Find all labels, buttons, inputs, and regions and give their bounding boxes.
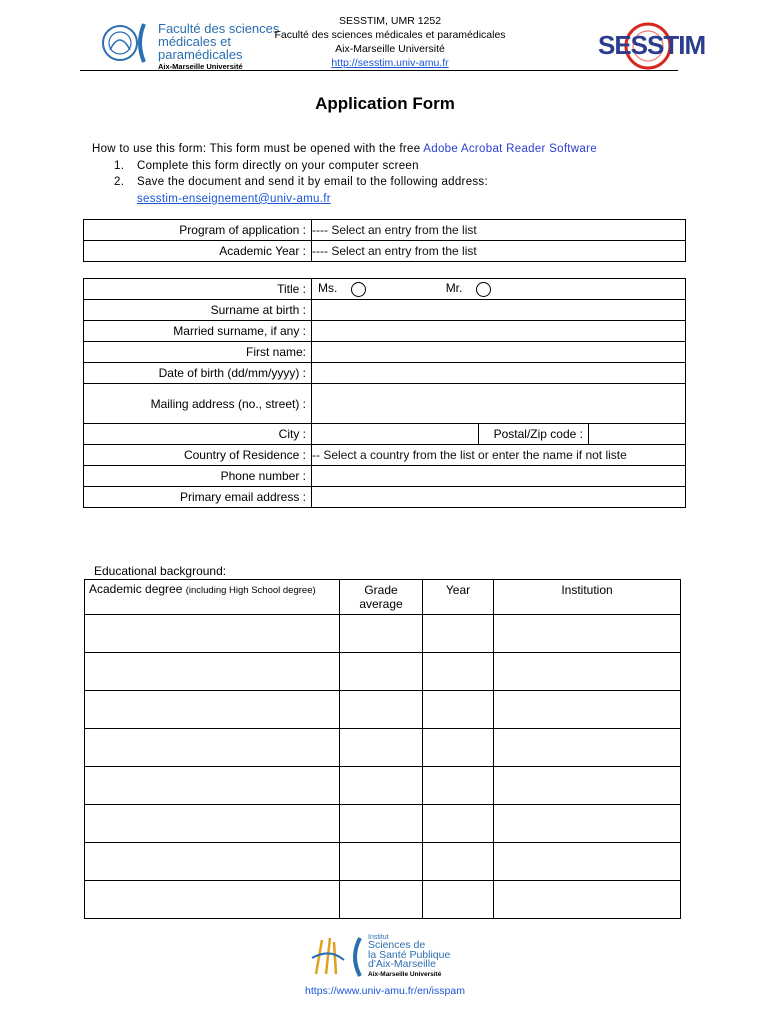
isspam-logo-line3: la Santé Publique [368,948,451,961]
step-2-text: Save the document and send it by email to the following address: [137,176,488,188]
col-header-year: Year [423,580,494,615]
instructions [92,141,597,207]
isspam-logo-line4: d'Aix-Marseille [368,958,436,970]
instructions-intro-text: How to use this form: This form must be opened with the free [92,143,424,155]
education-institution-cell[interactable] [494,691,681,729]
col-header-grade [340,580,423,615]
faculty-name: Faculté des sciences médicales et paramédicales [274,29,506,41]
program-table [83,219,686,262]
education-row [85,843,681,881]
faculty-emblem-icon [98,20,154,66]
education-year-cell[interactable] [423,843,494,881]
education-degree-cell[interactable] [85,729,340,767]
education-grade-cell[interactable] [340,653,423,691]
step-1-text: Complete this form directly on your computer screen [137,159,419,172]
education-degree-cell[interactable] [85,881,340,919]
education-year-cell[interactable] [423,729,494,767]
postal-code-input[interactable] [589,424,686,445]
country-select[interactable]: -- Select a country from the list or enter the name if not liste [312,445,686,466]
col-grade-line2: average [359,597,403,611]
header-text [250,14,530,70]
education-grade-cell[interactable] [340,615,423,653]
education-rows [85,615,681,919]
isspam-emblem-icon [308,934,366,980]
mailing-address-input[interactable] [312,384,686,424]
education-grade-cell[interactable] [340,729,423,767]
surname-label: Surname at birth : [84,300,312,321]
program-label: Program of application : [84,220,312,241]
education-row [85,691,681,729]
married-surname-input[interactable] [312,321,686,342]
education-table [84,579,681,919]
instructions-intro [92,141,597,158]
email-label: Primary email address : [84,487,312,508]
faculty-logo-line1: Faculté des sciences [158,21,280,36]
university-name: Aix-Marseille Université [335,43,445,55]
first-name-label: First name: [84,342,312,363]
isspam-logo-line5: Aix-Marseille Université [368,970,442,978]
mr-radio[interactable] [476,282,491,297]
ms-radio[interactable] [351,282,366,297]
isspam-logo [308,934,468,980]
sesstim-logo [596,20,706,70]
title-label: Title : [84,279,312,300]
country-label: Country of Residence : [84,445,312,466]
education-degree-cell[interactable] [85,653,340,691]
city-label: City : [84,424,312,445]
education-row [85,881,681,919]
col-degree-label: Academic degree [89,582,183,596]
education-year-cell[interactable] [423,881,494,919]
phone-label: Phone number : [84,466,312,487]
col-header-degree [85,580,340,615]
sesstim-logo-text: SESSTIM [598,30,706,60]
education-institution-cell[interactable] [494,729,681,767]
education-year-cell[interactable] [423,805,494,843]
education-grade-cell[interactable] [340,805,423,843]
header-divider [80,70,678,71]
faculty-logo-line3: Aix-Marseille Université [158,62,243,71]
header-url-link[interactable]: http://sesstim.univ-amu.fr [331,57,449,69]
academic-year-label: Academic Year : [84,241,312,262]
isspam-logo-line2: Sciences de [368,939,426,951]
education-year-cell[interactable] [423,653,494,691]
page-title: Application Form [315,94,455,113]
dob-label: Date of birth (dd/mm/yyyy) : [84,363,312,384]
education-institution-cell[interactable] [494,805,681,843]
education-grade-cell[interactable] [340,881,423,919]
education-institution-cell[interactable] [494,843,681,881]
education-institution-cell[interactable] [494,615,681,653]
education-year-cell[interactable] [423,767,494,805]
instruction-step-1 [92,158,597,175]
col-degree-note: (including High School degree) [185,585,316,596]
phone-input[interactable] [312,466,686,487]
education-degree-cell[interactable] [85,691,340,729]
instruction-step-2 [92,174,597,191]
identity-table [83,278,686,508]
col-header-institution: Institution [494,580,681,615]
education-grade-cell[interactable] [340,843,423,881]
email-input[interactable] [312,487,686,508]
contact-email-link[interactable]: sesstim-enseignement@univ-amu.fr [137,192,331,205]
postal-code-label: Postal/Zip code : [479,424,589,445]
col-grade-line1: Grade [364,583,398,597]
academic-year-select[interactable]: ---- Select an entry from the list [312,241,686,262]
education-year-cell[interactable] [423,615,494,653]
education-row [85,653,681,691]
married-surname-label: Married surname, if any : [84,321,312,342]
education-row [85,729,681,767]
acrobat-reader-link[interactable]: Adobe Acrobat Reader Software [423,143,597,155]
education-row [85,767,681,805]
mr-label: Mr. [445,281,463,296]
education-institution-cell[interactable] [494,881,681,919]
dob-input[interactable] [312,363,686,384]
education-section-title: Educational background: [94,564,227,578]
education-row [85,615,681,653]
education-degree-cell[interactable] [85,767,340,805]
ms-label: Ms. [318,281,338,296]
education-degree-cell[interactable] [85,843,340,881]
step-1-number: 1. [114,159,125,172]
faculty-logo-line2: médicales et paramédicales [158,34,243,62]
education-year-cell[interactable] [423,691,494,729]
isspam-logo-line1: Institut [368,934,389,941]
first-name-input[interactable] [312,342,686,363]
education-degree-cell[interactable] [85,615,340,653]
program-select[interactable]: ---- Select an entry from the list [312,220,686,241]
education-degree-cell[interactable] [85,805,340,843]
education-grade-cell[interactable] [340,691,423,729]
step-2-number: 2. [114,176,125,188]
surname-input[interactable] [312,300,686,321]
education-institution-cell[interactable] [494,653,681,691]
lab-name: SESSTIM, UMR 1252 [338,15,442,27]
mailing-address-label: Mailing address (no., street) : [84,384,312,424]
education-grade-cell[interactable] [340,767,423,805]
title-options [312,279,686,300]
education-row [85,805,681,843]
city-input[interactable] [312,424,479,445]
footer-url-link[interactable]: https://www.univ-amu.fr/en/isspam [305,985,465,997]
education-institution-cell[interactable] [494,767,681,805]
